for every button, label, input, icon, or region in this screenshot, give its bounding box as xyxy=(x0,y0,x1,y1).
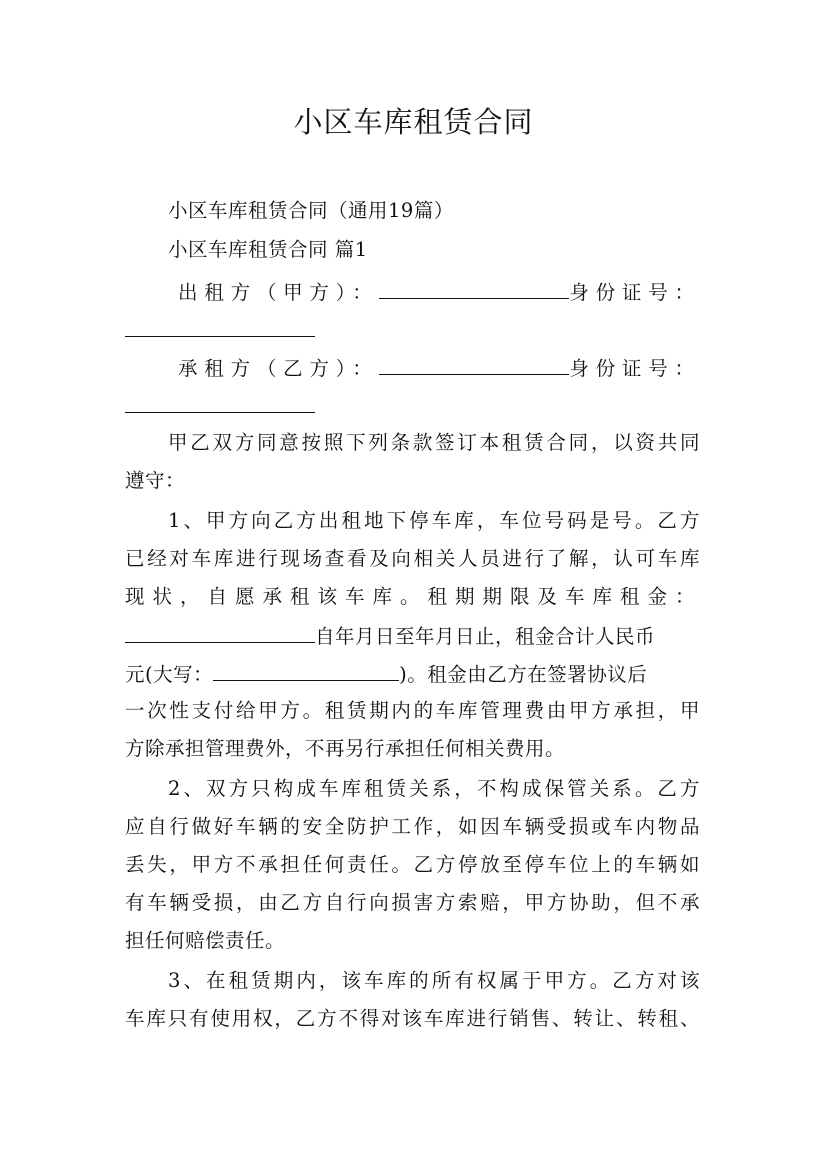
paragraph-line: 担任何赔偿责任。 xyxy=(125,929,286,952)
paragraph-line: 甲乙双方同意按照下列条款签订本租赁合同，以资共同 xyxy=(168,431,700,454)
paragraph-line: 车库只有使用权，乙方不得对该车库进行销售、转让、转租、 xyxy=(125,1007,700,1030)
document-title: 小区车库租赁合同 xyxy=(293,105,534,139)
lessee-id-line xyxy=(125,386,700,426)
paragraph-line: 3、在租赁期内，该车库的所有权属于甲方。乙方对该 xyxy=(168,969,700,992)
section-heading: 小区车库租赁合同 篇1 xyxy=(168,238,368,261)
rent-capital-label: 元(大写： xyxy=(125,663,214,686)
rent-period-line xyxy=(125,616,700,656)
rent-capital-blank xyxy=(213,654,399,681)
paragraph-line: 方除承担管理费外，不再另行承担任何相关费用。 xyxy=(125,737,566,760)
paragraph-line: 已经对车库进行现场查看及向相关人员进行了解，认可车库 xyxy=(125,547,700,570)
rent-period-text: 自年月日至年月日止，租金合计人民币 xyxy=(315,625,656,648)
paragraph-line: 现状，自愿承租该车库。租期期限及车库租金： xyxy=(125,585,703,608)
lessee-id-label: 身份证号： xyxy=(568,357,700,380)
paragraph-line: 1、甲方向乙方出租地下停车库，车位号码是号。乙方 xyxy=(168,509,700,532)
lessee-name-blank xyxy=(379,348,569,375)
lessor-id-line xyxy=(125,310,700,350)
paragraph-line: 遵守： xyxy=(125,469,186,492)
rent-payment-text: )。租金由乙方在签署协议后 xyxy=(399,663,648,686)
lessor-line xyxy=(178,272,700,312)
paragraph-line: 有车辆受损，由乙方自行向损害方索赔，甲方协助，但不承 xyxy=(125,891,700,914)
lessor-id-blank xyxy=(125,310,315,337)
paragraph-line: 丢失，甲方不承担任何责任。乙方停放至停车位上的车辆如 xyxy=(125,853,700,876)
lessee-id-blank xyxy=(125,386,315,413)
lessee-line xyxy=(178,348,700,388)
lessor-id-label: 身份证号： xyxy=(568,281,700,304)
rent-amount-line xyxy=(125,654,700,694)
subtitle-line: 小区车库租赁合同（通用19篇） xyxy=(168,199,454,222)
lessor-name-blank xyxy=(379,272,569,299)
paragraph-line: 一次性支付给甲方。租赁期内的车库管理费由甲方承担，甲 xyxy=(125,699,700,722)
lessee-label: 承租方（乙方）： xyxy=(178,357,379,380)
rent-blank xyxy=(125,616,315,643)
paragraph-line: 应自行做好车辆的安全防护工作，如因车辆受损或车内物品 xyxy=(125,815,700,838)
paragraph-line: 2、双方只构成车库租赁关系，不构成保管关系。乙方 xyxy=(168,777,700,800)
lessor-label: 出租方（甲方）： xyxy=(178,281,379,304)
